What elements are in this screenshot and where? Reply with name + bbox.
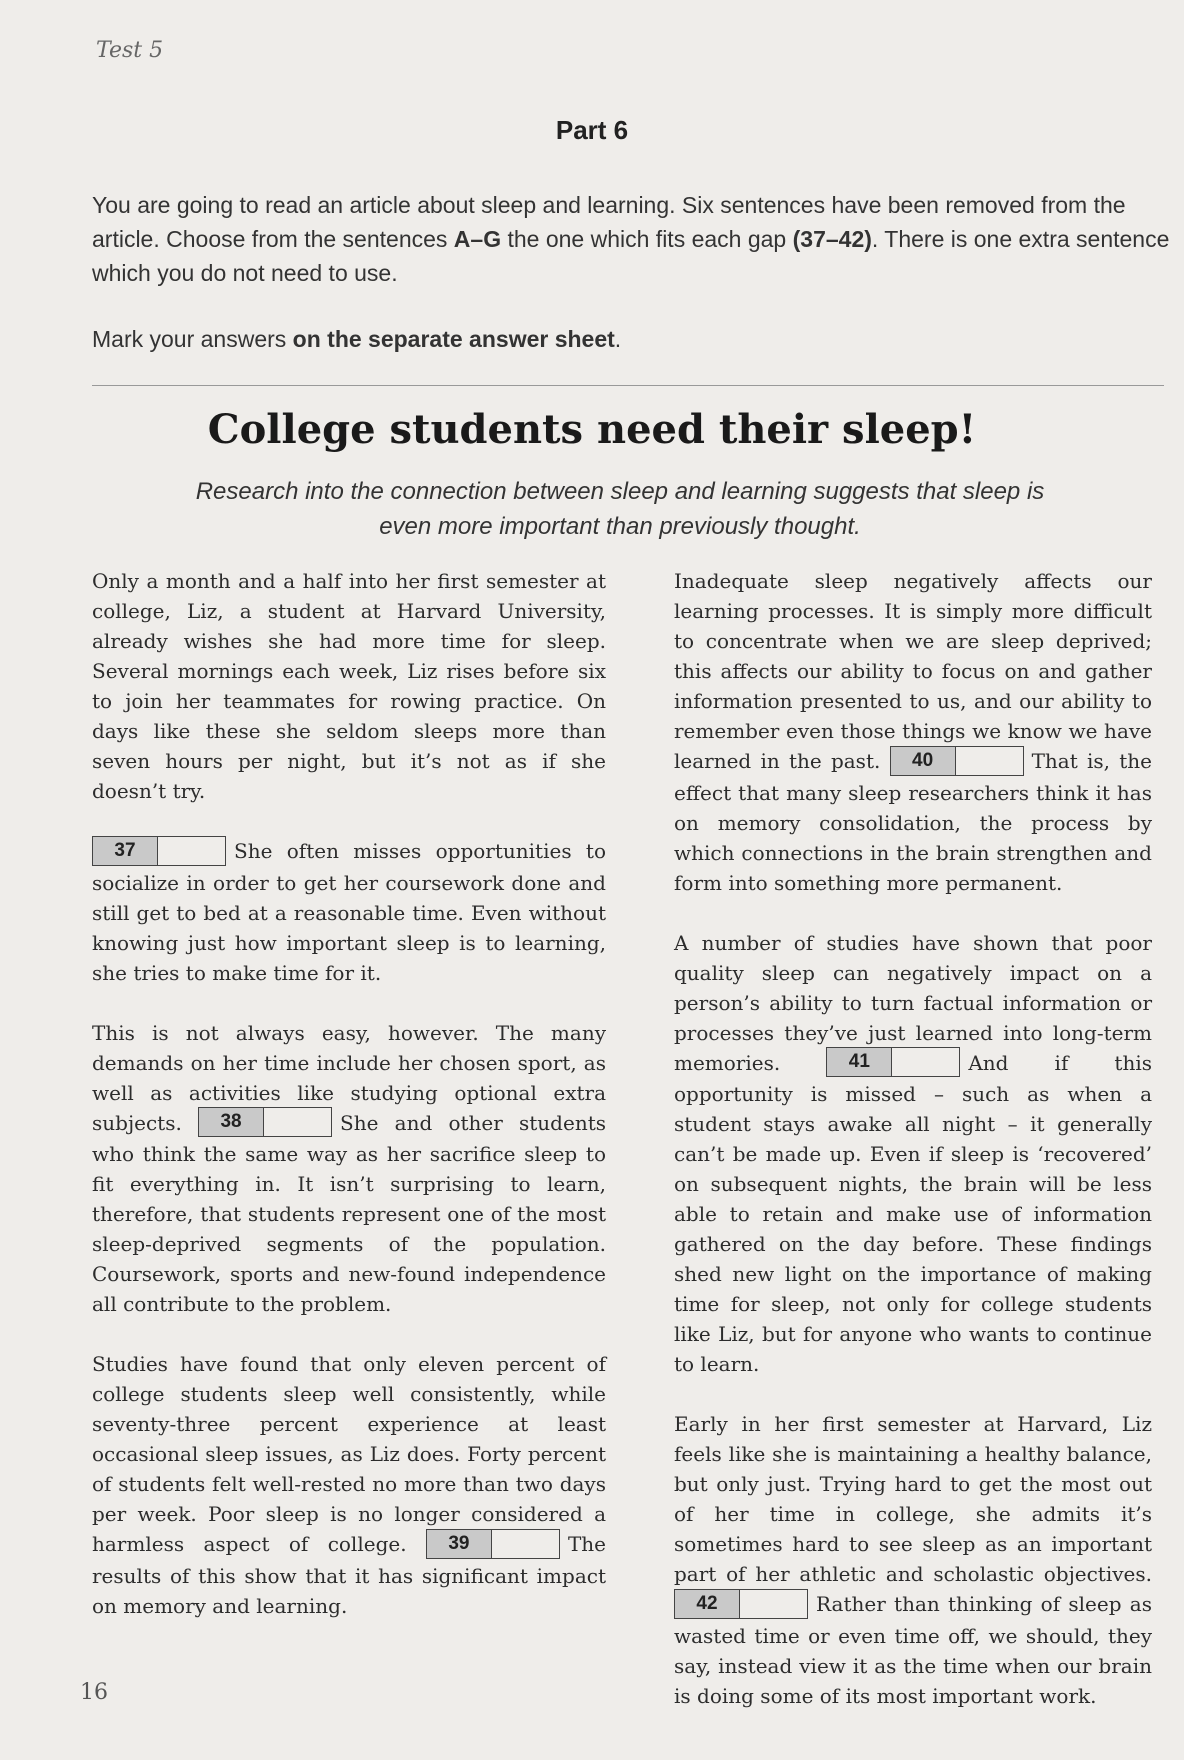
right-paragraph-3 [674,1409,1152,1711]
page-number: 16 [80,1680,108,1705]
instructions-text [92,188,1172,290]
right-paragraph-2-text-a: A number of studies have shown that poor quality sleep can negatively impact on a person’s ability to turn factual information or processes they’ve just learned into long-term memories. [674,930,1152,1075]
gap-box-38[interactable] [198,1107,332,1137]
left-paragraph-4-text-a: Studies have found that only eleven percent of college students sleep well consistently, while seventy-three percent experience at least occasional sleep issues, as Liz does. Forty percent of students felt well-rested no more than two days per week. Poor sleep is no longer considered a harmless aspect of college. [92,1352,606,1556]
answer-note-text: Mark your answers [92,326,293,352]
right-paragraph-3-text-b: Rather than thinking of sleep as wasted time or even time off, we should, they say, instead view it as the time when our brain is doing some of its most important work. [674,1592,1152,1708]
right-paragraph-1-text-b: That is, the effect that many sleep researchers think it has on memory consolidation, the process by which connections in the brain strengthen and form into something more permanent. [674,749,1152,895]
instructions-bold-range: A–G [453,226,502,252]
part-title: Part 6 [555,115,629,145]
article-title: College students need their sleep! [207,406,977,453]
gap-number-38: 38 [199,1108,264,1136]
instructions-text-3: . There is one extra sentence which you do not need to use. [92,226,1170,286]
gap-box-39[interactable] [426,1529,560,1559]
gap-box-42[interactable] [674,1589,808,1619]
gap-box-41[interactable] [826,1047,960,1077]
gap-number-39: 39 [427,1530,492,1558]
left-paragraph-4 [92,1349,606,1621]
answer-note-bold: on the separate answer sheet [292,326,615,352]
article-subtitle: Research into the connection between sleep and learning suggests that sleep is even more important than previously thought. [195,478,1045,540]
gap-number-41: 41 [827,1048,892,1076]
instructions-text-1: You are going to read an article about sleep and learning. Six sentences have been removed from the article. Choose from the sentences [92,192,1126,252]
right-paragraph-3-text-a: Early in her first semester at Harvard, Liz feels like she is maintaining a healthy balance, but only just. Trying hard to get the most out of her time in college, she admits it’s sometimes hard to see sleep as an important part of her athletic and scholastic objectives. [674,1412,1152,1586]
left-paragraph-2-text: She often misses opportunities to socialize in order to get her coursework done and still get to bed at a reasonable time. Even without knowing just how important sleep is to learning, she tries to make time for it. [92,839,606,985]
left-paragraph-2 [92,836,606,988]
gap-box-40[interactable] [890,746,1024,776]
left-paragraph-1: Only a month and a half into her first semester at college, Liz, a student at Harvard University, already wishes she had more time for sleep. Several mornings each week, Liz rises before six to join her teammates for rowing practice. On days like these she seldom sleeps more than seven hours per night, but it’s not as if she doesn’t try. [92,569,606,803]
right-paragraph-2-text-b: And if this opportunity is missed – such as when a student stays awake all night – it generally can’t be made up. Even if sleep is ‘recovered’ on subsequent nights, the brain will be less able to retain and make use of information gathered on the day before. These findings shed new light on the importance of making time for sleep, not only for college students like Liz, but for anyone who wants to continue to learn. [674,1050,1153,1376]
left-paragraph-3-text-b: She and other students who think the same way as her sacrifice sleep to fit everything in. It isn’t surprising to learn, therefore, that students represent one of the most sleep-deprived segments of the population. Coursework, sports and new-found independence all contribute to the problem. [92,1110,606,1316]
left-paragraph-4-text-b: The results of this show that it has significant impact on memory and learning. [92,1532,606,1618]
gap-number-40: 40 [891,747,956,775]
right-paragraph-2 [674,928,1152,1380]
article-column-right [674,566,1152,1741]
left-paragraph-3-text-a: This is not always easy, however. The many demands on her time include her chosen sport, as well as activities like studying optional extra subjects. [92,1020,606,1135]
answer-note-end: . [614,326,622,352]
instructions-bold-gaps: (37–42) [792,226,872,252]
instructions [92,188,1172,356]
right-paragraph-1 [674,566,1152,898]
test-label: Test 5 [96,38,164,63]
gap-number-37: 37 [93,837,158,865]
answer-sheet-note [92,322,1172,356]
right-paragraph-1-text-a: Inadequate sleep negatively affects our learning processes. It is simply more difficult to concentrate when we are sleep deprived; this affects our ability to focus on and gather information presented to us, and our ability to remember even those things we know we have learned in the past. [674,569,1152,773]
gap-box-37[interactable] [92,836,226,866]
gap-number-42: 42 [675,1590,740,1618]
instructions-text-2: the one which fits each gap [501,226,793,252]
article-column-left [92,566,606,1651]
left-paragraph-3 [92,1018,606,1320]
divider [92,385,1164,386]
